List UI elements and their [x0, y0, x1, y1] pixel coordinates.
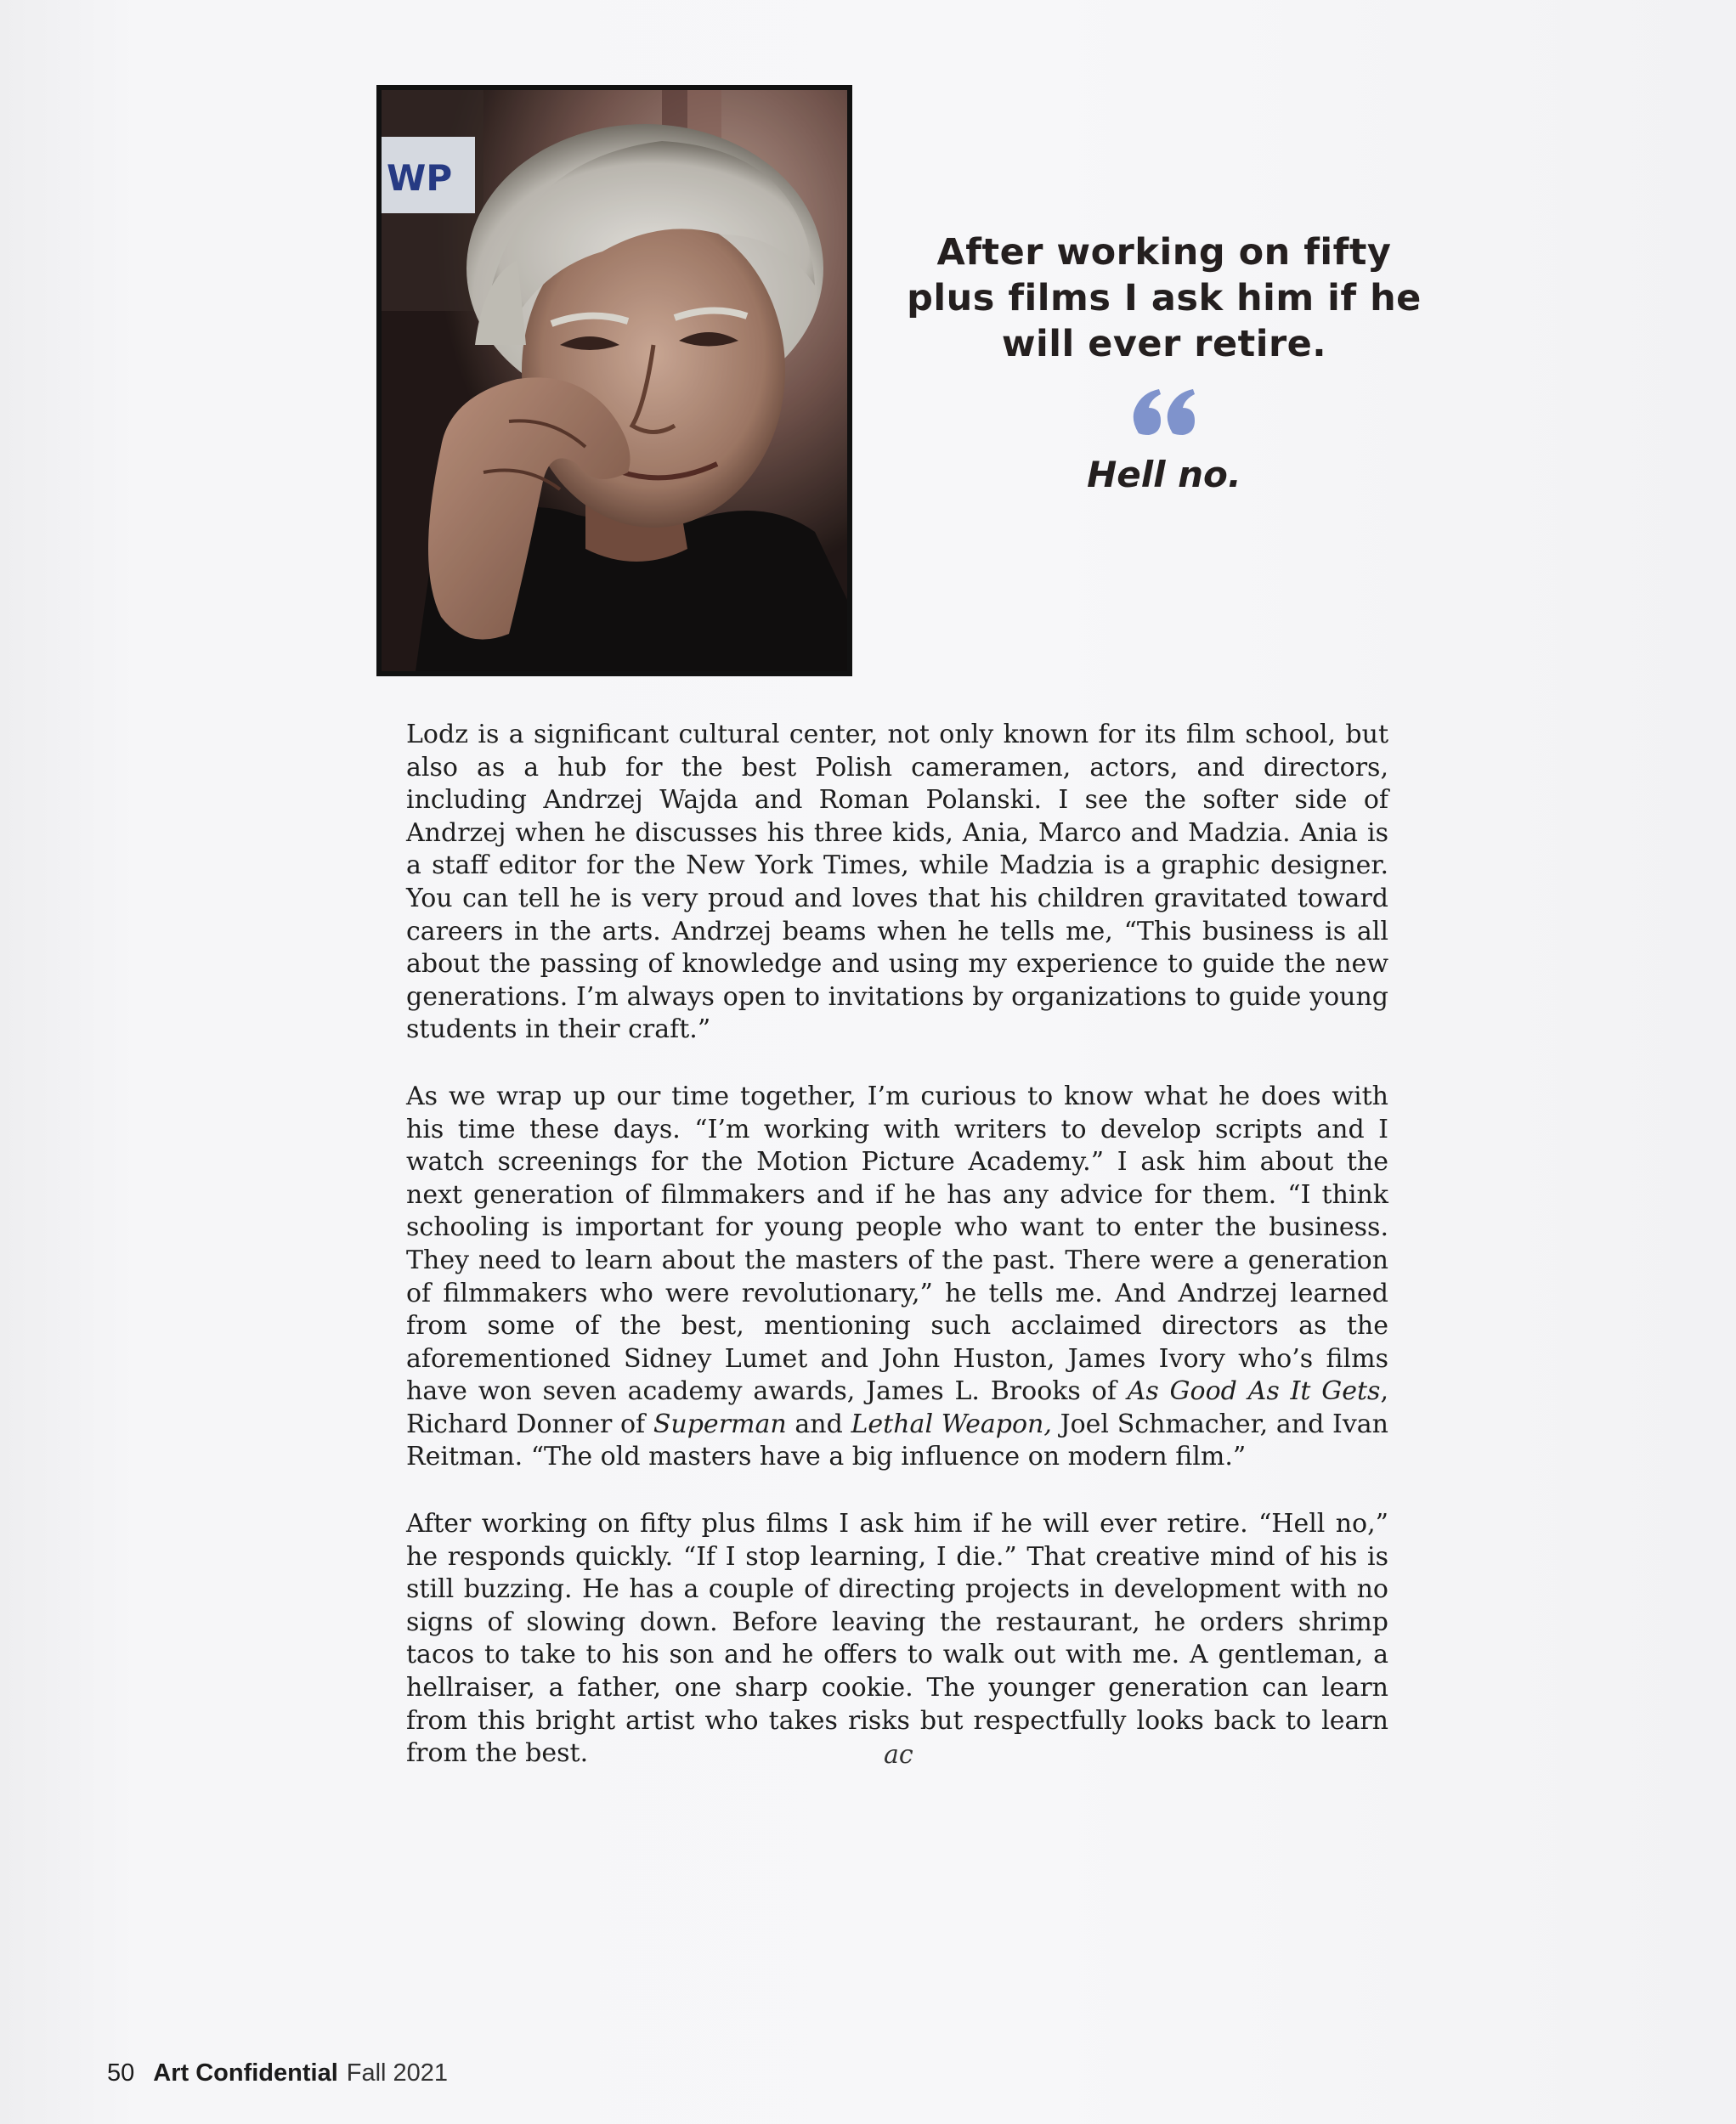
pull-quote — [901, 229, 1428, 495]
pull-quote-answer: Hell no. — [1087, 454, 1241, 495]
portrait-illustration — [382, 90, 847, 671]
film-title-as-good-as-it-gets: As Good As It Gets — [1127, 1376, 1381, 1407]
article-paragraph-2-part-d: Joel Schmacher, and Ivan Reitman. “The old masters have a big influence on modern film.” — [406, 1409, 1388, 1472]
article-paragraph-1: Lodz is a significant cultural center, not only known for its film school, but also as a hub for the best Polish cameramen, actors, and directors, including Andrzej Wajda and Roman Polanski. I see the softer side of Andrzej when he discusses his three kids, Ania, Marco and Madzia. Ania is a staff editor for the New York Times, while Madzia is a graphic designer. You can tell he is very proud and loves that his children gravitated toward careers in the arts. Andrzej beams when he tells me, “This business is all about the passing of knowledge and using my experience to guide the new generations. I’m always open to invitations by organizations to guide young students in their craft.” — [406, 720, 1388, 1045]
article-paragraph-3: After working on fifty plus films I ask him if he will ever retire. “Hell no,” he responds quickly. “If I stop learning, I die.” That creative mind of his is still buzzing. He has a couple of directing projects in development with no signs of slowing down. Before leaving the restaurant, he orders shrimp tacos to take to his son and he offers to walk out with me. A gentleman, a hellraiser, a father, one sharp cookie. The younger generation can learn from this bright artist who takes risks but respectfully looks back to learn from the best. — [406, 1509, 1388, 1769]
portrait-photo — [376, 85, 852, 676]
article-paragraph-2-part-b: , Richard Donner of — [406, 1376, 1388, 1439]
quote-mark-icon — [1130, 386, 1198, 437]
article-paragraph-2-part-c: and — [786, 1409, 851, 1439]
magazine-name: Art Confidential — [153, 2059, 338, 2087]
article-paragraph-2 — [406, 1081, 1388, 1474]
page-footer — [107, 2059, 448, 2087]
page-number: 50 — [107, 2059, 135, 2087]
article-body — [406, 719, 1388, 1805]
poster-text: WP — [387, 157, 453, 199]
end-mark-logo: ac — [884, 1740, 913, 1770]
film-title-lethal-weapon: Lethal Weapon, — [851, 1409, 1052, 1439]
issue-label: Fall 2021 — [346, 2059, 449, 2087]
pull-quote-text: After working on fifty plus films I ask him if he will ever retire. — [907, 231, 1422, 365]
film-title-superman: Superman — [653, 1409, 787, 1439]
article-paragraph-2-part-a: As we wrap up our time together, I’m curious to know what he does with his time these days. “I’m working with writers to develop scripts and I watch screenings for the Motion Picture Academy.” I ask him about the next generation of filmmakers and if he has any advice for them. “I think schooling is important for young people who want to enter the business. They need to learn about the masters of the past. There were a generation of filmmakers who were revolutionary,” he tells me. And Andrzej learned from some of the best, mentioning such acclaimed directors as the aforementioned Sidney Lumet and John Huston, James Ivory who’s films have won seven academy awards, James L. Brooks of — [406, 1081, 1388, 1407]
